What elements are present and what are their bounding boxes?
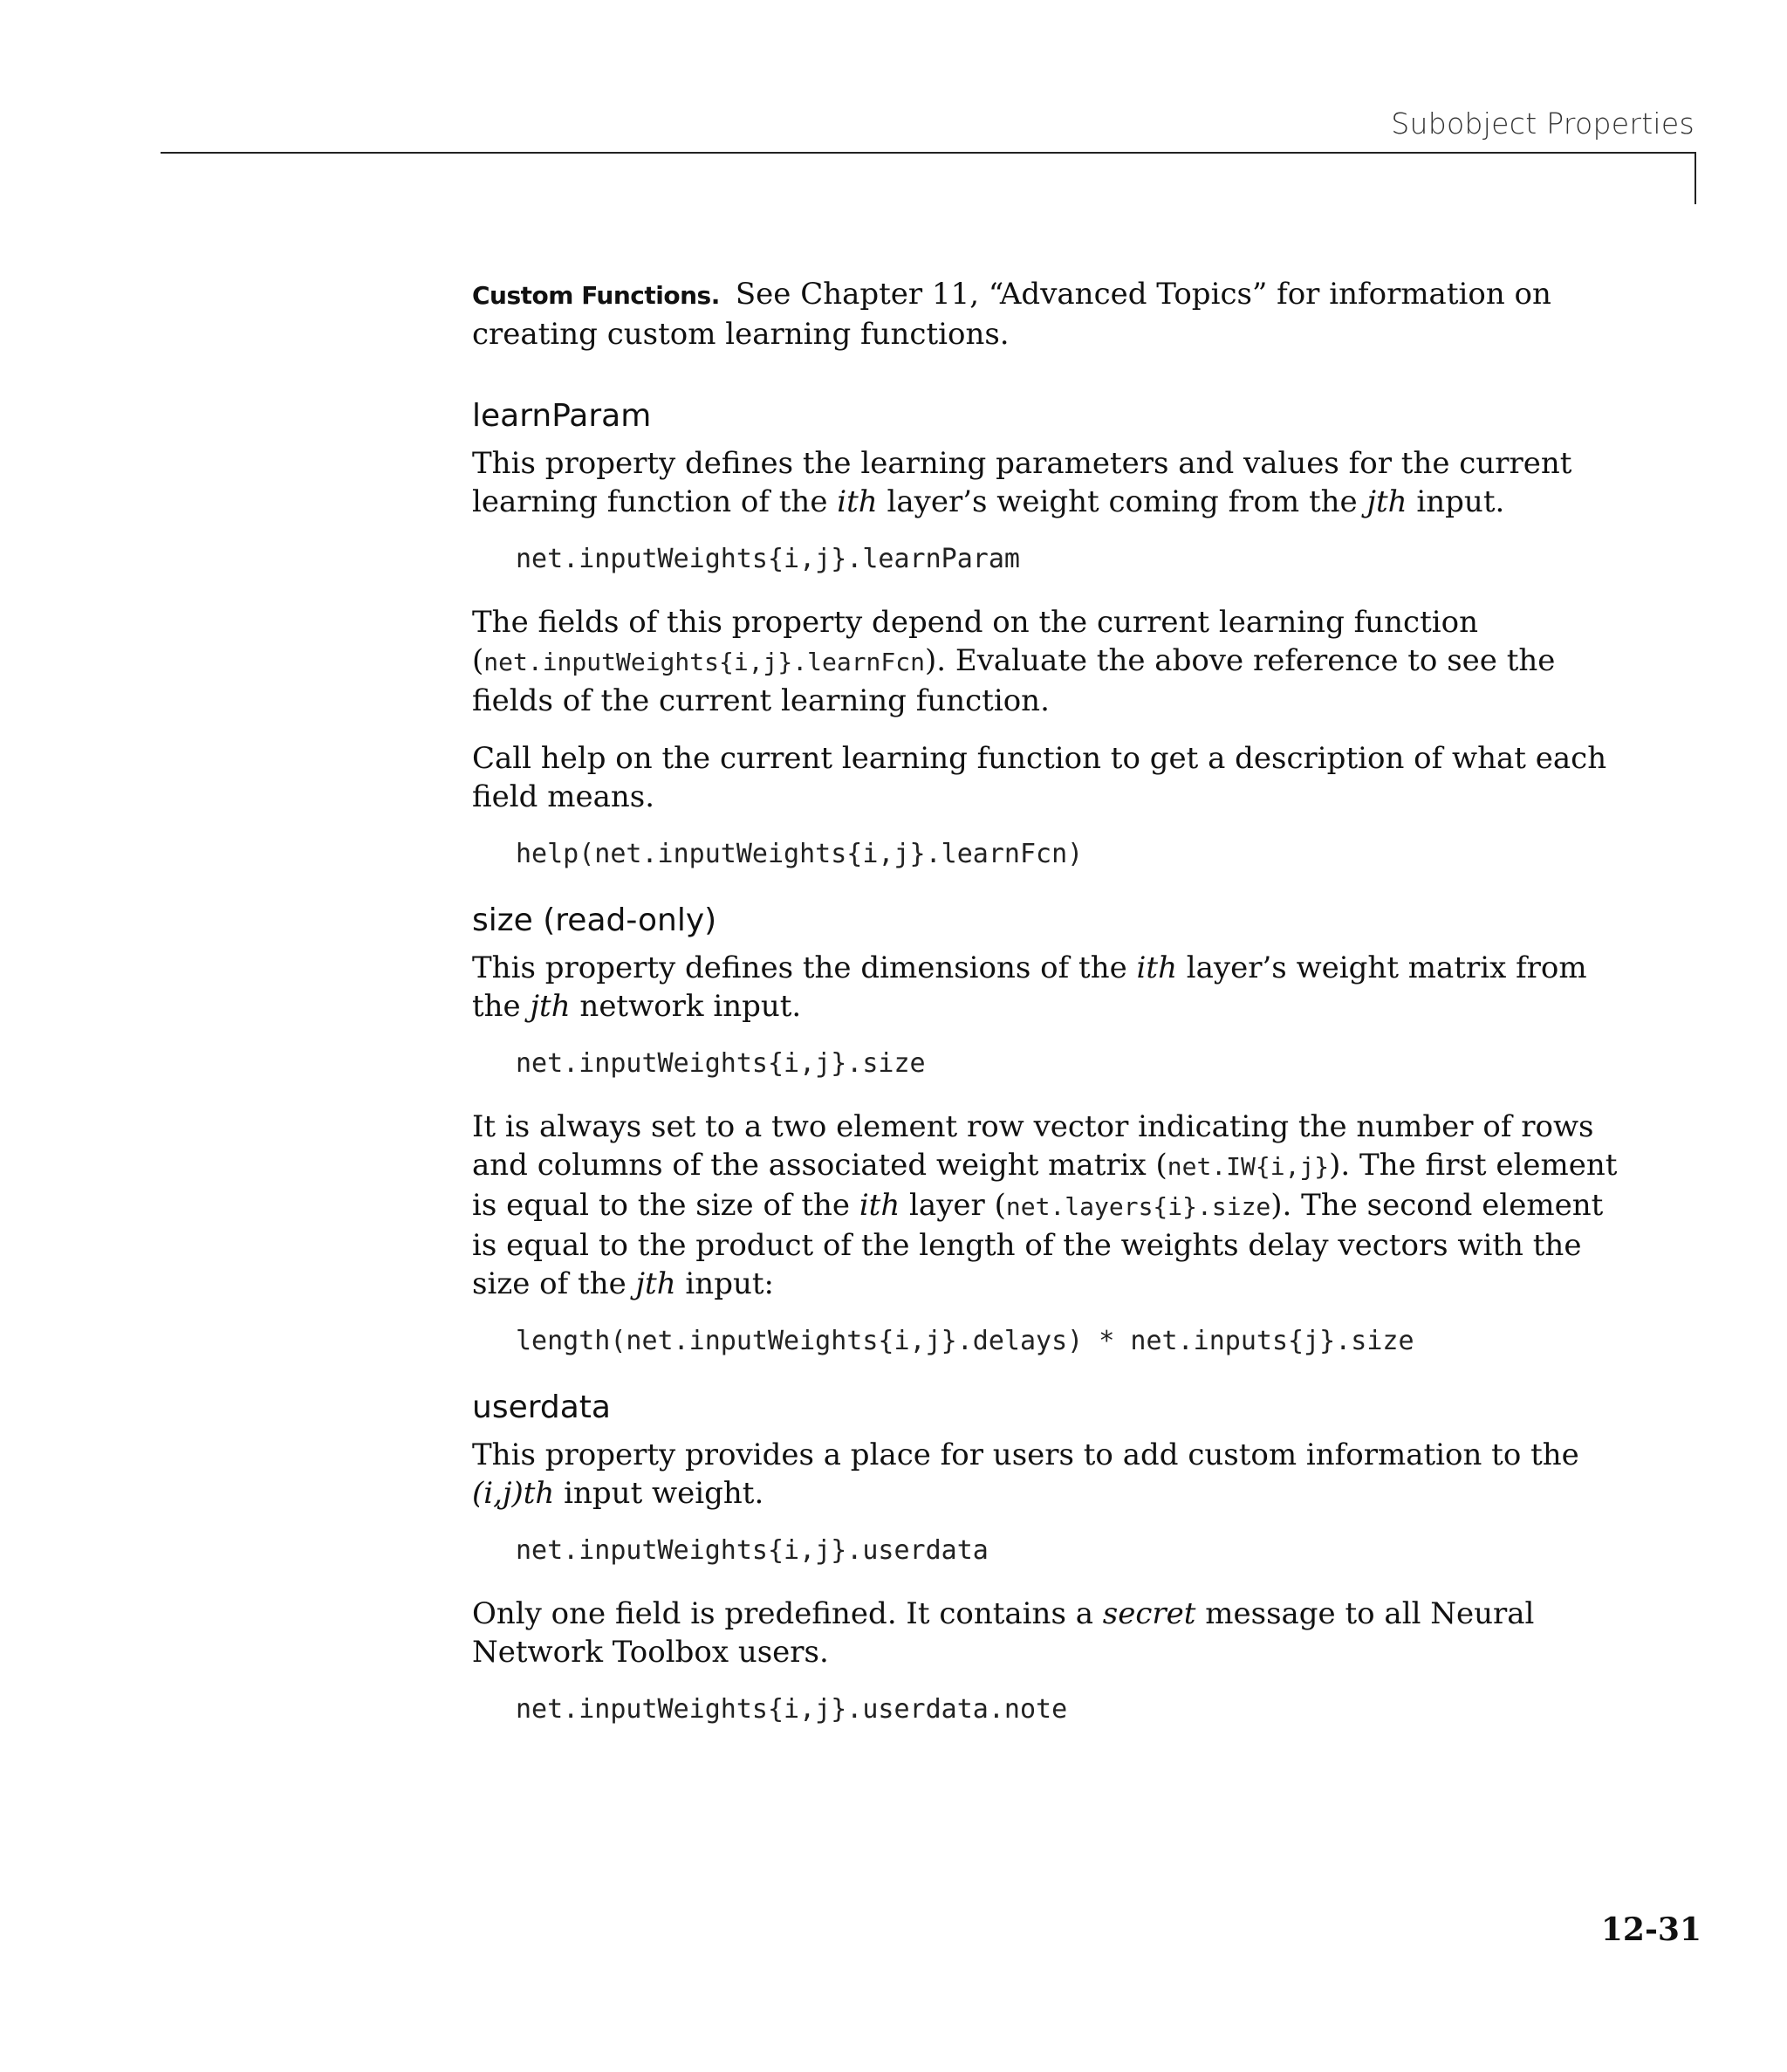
learnparam-help-paragraph: Call help on the current learning function to get a description of what each field means. (472, 741, 1607, 814)
userdata-heading: userdata (472, 1389, 611, 1425)
inline-code: net.inputWeights{i,j}.learnFcn (483, 648, 925, 676)
section-userdata (472, 1387, 1624, 1729)
size-description: This property defines the dimensions of the ith layer’s weight matrix from the jth network input. (472, 950, 1587, 1024)
userdata-code: net.inputWeights{i,j}.userdata (516, 1535, 989, 1566)
learnparam-description: This property defines the learning parameters and values for the current learning function of the ith layer’s weight coming from the jth input. (472, 446, 1572, 519)
custom-functions-text: See Chapter 11, “Advanced Topics” for information on creating custom learning functions. (472, 277, 1551, 352)
section-learnparam (472, 395, 1624, 874)
learnparam-help-code: help(net.inputWeights{i,j}.learnFcn) (516, 839, 1084, 869)
custom-functions-label: Custom Functions. (472, 281, 720, 310)
section-size (472, 900, 1624, 1361)
custom-functions-paragraph (472, 275, 1624, 353)
inline-code: net.layers{i}.size (1005, 1192, 1271, 1221)
page-content (472, 275, 1624, 1755)
page-number: 12-31 (1600, 1911, 1701, 1948)
running-header-title: Subobject Properties (1391, 106, 1695, 141)
size-length-code: length(net.inputWeights{i,j}.delays) * net.inputs{j}.size (516, 1326, 1414, 1356)
userdata-description: This property provides a place for users to add custom information to the (i,j)th input weight. (472, 1437, 1579, 1511)
inline-code: net.IW{i,j} (1167, 1152, 1330, 1181)
size-detail-paragraph: It is always set to a two element row vector indicating the number of rows and columns of the associated weight matrix (net.IW{i,j}). The first element is equal to the size of the ith layer (net.layers{i}.size). The second element is equal to the product of the length of the weights delay vectors with the size of the jth input: (472, 1109, 1618, 1301)
size-code: net.inputWeights{i,j}.size (516, 1048, 926, 1079)
learnparam-fields-paragraph: The fields of this property depend on the current learning function (net.inputWeights{i,j}.learnFcn). Evaluate the above reference to see the fields of the current learning function. (472, 605, 1556, 718)
header-corner-tick (1695, 152, 1696, 204)
size-heading: size (read-only) (472, 902, 717, 938)
header-rule (161, 152, 1696, 154)
userdata-note-code: net.inputWeights{i,j}.userdata.note (516, 1694, 1068, 1725)
learnparam-heading: learnParam (472, 398, 652, 434)
userdata-note-paragraph: Only one field is predefined. It contains a secret message to all Neural Network Toolbox users. (472, 1596, 1535, 1670)
learnparam-code: net.inputWeights{i,j}.learnParam (516, 544, 1020, 574)
